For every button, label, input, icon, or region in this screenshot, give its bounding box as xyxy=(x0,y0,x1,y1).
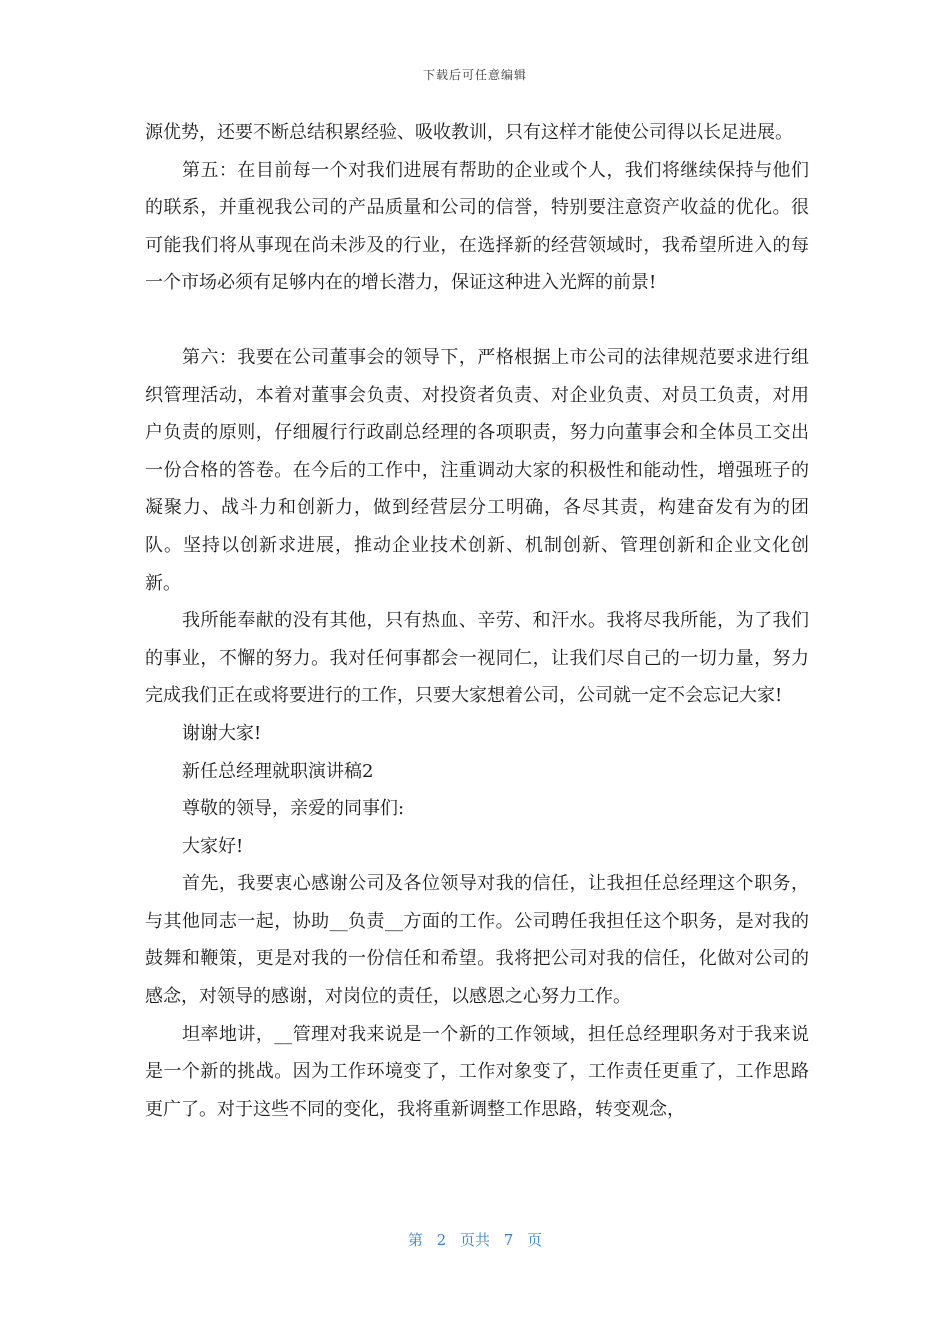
paragraph-point-six: 第六：我要在公司董事会的领导下，严格根据上市公司的法律规范要求进行组织管理活动，本着对董事会负责、对投资者负责、对企业负责、对员工负责，对用户负责的原则，仔细履行行政副总经理的各项职责，努力向董事会和全体员工交出一份合格的答卷。在今后的工作中，注重调动大家的积极性和能动性，增强班子的凝聚力、战斗力和创新力，做到经营层分工明确，各尽其责，构建奋发有为的团队。坚持以创新求进展，推动企业技术创新、机制创新、管理创新和企业文化创新。 xyxy=(145,346,809,594)
footer-ye: 页 xyxy=(527,1231,543,1249)
header-note: 下载后可任意编辑 xyxy=(422,68,527,82)
paragraph-point-five: 第五：在目前每一个对我们进展有帮助的企业或个人，我们将继续保持与他们的联系，并重视我公司的产品质量和公司的信誉，特别要注意资产收益的优化。很可能我们将从事现在尚未涉及的行业，在选择新的经营领域时，我希望所进入的每一个市场必须有足够内在的增长潜力，保证这种进入光辉的前景! xyxy=(145,159,809,294)
footer-total-pages: 7 xyxy=(503,1231,514,1249)
footer-di: 第 xyxy=(407,1231,423,1249)
footer-ye-gong: 页共 xyxy=(459,1231,490,1249)
greeting: 大家好! xyxy=(182,835,244,857)
paragraph-candid: 坦率地讲，__管理对我来说是一个新的工作领域，担任总经理职务对于我来说是一个新的挑战。因为工作环境变了，工作对象变了，工作责任更重了，工作思路更广了。对于这些不同的变化，我将重新调整工作思路，转变观念， xyxy=(145,1023,809,1120)
paragraph-thanks: 谢谢大家! xyxy=(182,722,262,744)
paragraph-continuation: 源优势，还要不断总结积累经验、吸收教训，只有这样才能使公司得以长足进展。 xyxy=(145,122,793,143)
blank-line xyxy=(145,302,809,339)
salutation: 尊敬的领导，亲爱的同事们: xyxy=(182,798,405,820)
paragraph-gratitude: 首先，我要衷心感谢公司及各位领导对我的信任，让我担任总经理这个职务，与其他同志一起，协助__负责__方面的工作。公司聘任我担任这个职务，是对我的鼓舞和鞭策，更是对我的一份信任和希望。我将把公司对我的信任，化做对公司的感念，对领导的感谢，对岗位的责任，以感恩之心努力工作。 xyxy=(145,873,809,1008)
document-body xyxy=(145,114,809,1128)
footer-page-number: 2 xyxy=(436,1231,447,1249)
paragraph-dedication: 我所能奉献的没有其他，只有热血、辛劳、和汗水。我将尽我所能，为了我们的事业，不懈的努力。我对任何事都会一视同仁，让我们尽自己的一切力量，努力完成我们正在或将要进行的工作，只要大家想着公司，公司就一定不会忘记大家! xyxy=(145,610,809,707)
page-footer xyxy=(0,1229,950,1250)
speech-title: 新任总经理就职演讲稿2 xyxy=(182,760,374,782)
